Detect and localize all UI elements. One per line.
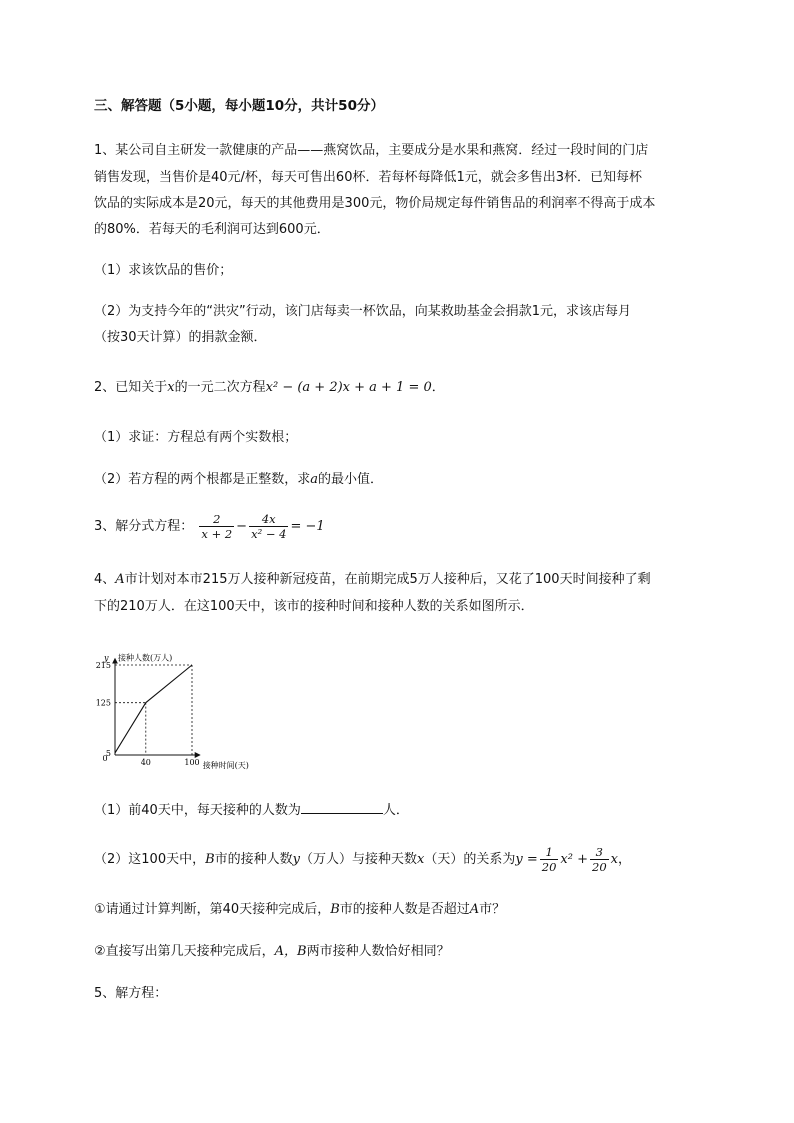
q2-part-2-var: a [310,472,319,487]
q4-sub-1-prefix: ①请通过计算判断，第40天接种完成后， [94,902,331,917]
q4-sub-2-ab: A，B [274,944,307,959]
q3-fraction-2 [249,512,288,541]
q3-stem [94,512,734,546]
q4-part-2-x: x [417,852,425,867]
q3-fraction-1 [199,512,234,541]
q1-part-2b: （按30天计算）的捐款金额． [94,330,267,345]
q4-part-2-prefix: （2）这100天中， [94,852,206,867]
x-tick-label-100: 100 [184,758,200,767]
q3-frac2-num: 4x [249,512,288,527]
y-tick-label-5: 5 [105,748,111,758]
q4-part-2-eq-lhs: y = [515,852,538,867]
q1-line-2: 销售发现，当售价是40元/杯，每天可售出60杯．若每杯每降低1元，就会多售出3杯．已知每杯 [94,170,643,185]
q4-sub-1 [94,900,734,920]
q4-sub-1-a: A [469,902,480,917]
q1-line-4: 的80%．若每天的毛利润可达到600元． [94,222,330,237]
q4-sub-2-prefix: ②直接写出第几天接种完成后， [94,944,275,959]
q4-fraction-2 [590,845,609,874]
q2-part-1: （1）求证：方程总有两个实数根； [94,430,298,445]
x-tick-label-40: 40 [140,758,151,767]
y-axis-var: y [104,653,109,663]
q3-prefix: 3、解分式方程： [94,519,194,534]
q4-part-2-xend: x [610,852,618,867]
q3-frac1-den: x + 2 [201,527,233,541]
q4-part-1-prefix: （1）前40天中，每天接种的人数为 [94,803,301,818]
q2-part-2-prefix: （2）若方程的两个根都是正整数，求 [94,472,311,487]
q2-equation: x² − (a + 2)x + a + 1 = 0 [265,380,432,395]
q4-part-2-b: B [205,852,215,867]
q2-prefix: 2、已知关于 [94,380,168,395]
y-tick-label-215: 215 [95,661,111,671]
q4-sub-1-suffix: 市？ [479,902,506,917]
q4-f2-num: 3 [590,845,609,860]
q4-part-1-suffix: 人． [382,803,409,818]
q4-sub-2 [94,942,734,962]
q4-f1-den: 20 [541,860,557,874]
q1-line-3: 饮品的实际成本是20元，每天的其他费用是300元，物价局规定每件销售品的利润率不得高于成本 [94,196,656,211]
q4-part-2-mid3: （天）的关系为 [424,852,516,867]
y-tick-label-125: 125 [95,698,111,708]
x-axis-label: 接种时间(天) [202,761,249,770]
vaccination-line-chart [94,640,274,775]
answer-blank[interactable] [301,799,383,814]
q4-part-2-x2: x² + [560,852,588,867]
q1-part-2a: （2）为支持今年的“洪灾”行动，该门店每卖一杯饮品，向某救助基金会捐款1元，求该店每月 [94,304,632,319]
q4-f2-den: 20 [592,860,607,874]
q1-line-1: 1、某公司自主研发一款健康的产品——燕窝饮品，主要成分是水果和燕窝．经过一段时间的门店 [94,143,649,158]
q4-var-a: A [115,572,125,587]
q4-part-2-y: y [292,852,301,867]
data-line [115,665,192,753]
q4-line-1: 4、A市计划对本市215万人接种新冠疫苗，在前期完成5万人接种后，又花了100天时间接种了剩 [94,572,651,587]
q4-part-2-mid2: （万人）与接种天数 [300,852,418,867]
q2-part-2-suffix: 的最小值． [318,472,384,487]
q2-suffix: ． [431,380,445,395]
q4-part-2-mid1: 市的接种人数 [214,852,293,867]
origin-label: 0 [102,754,108,763]
q1-part-1: （1）求该饮品的售价； [94,263,233,278]
q2-stem [94,378,734,398]
q4-f1-num: 1 [540,845,559,860]
q2-var-x: x [167,380,175,395]
q4-part-2-suffix: ， [617,852,631,867]
q4-sub-1-mid: 市的接种人数是否超过 [339,902,470,917]
q4-line-2: 下的210万人．在这100天中，该市的接种时间和接种人数的关系如图所示． [94,599,534,614]
q5-stem: 5、解方程： [94,986,168,1001]
q3-rhs: = −1 [290,519,325,534]
q3-minus: − [236,519,248,534]
q2-part-2 [94,470,734,490]
q2-mid: 的一元二次方程 [174,380,266,395]
q4-fraction-1 [540,845,559,874]
y-axis-label: 接种人数(万人) [118,653,173,663]
q4-line-1-rest: 市计划对本市215万人接种新冠疫苗，在前期完成5万人接种后，又花了100天时间接种了剩 [124,572,651,587]
q4-part-1 [94,799,734,821]
section-title: 三、解答题（5小题，每小题10分，共计50分） [94,98,384,114]
q4-sub-1-b: B [330,902,340,917]
q4-part-2 [94,845,734,879]
q4-sub-2-suffix: 两市接种人数恰好相同？ [306,944,450,959]
q3-frac2-den: x² − 4 [251,527,287,541]
q3-frac1-num: 2 [199,512,234,527]
